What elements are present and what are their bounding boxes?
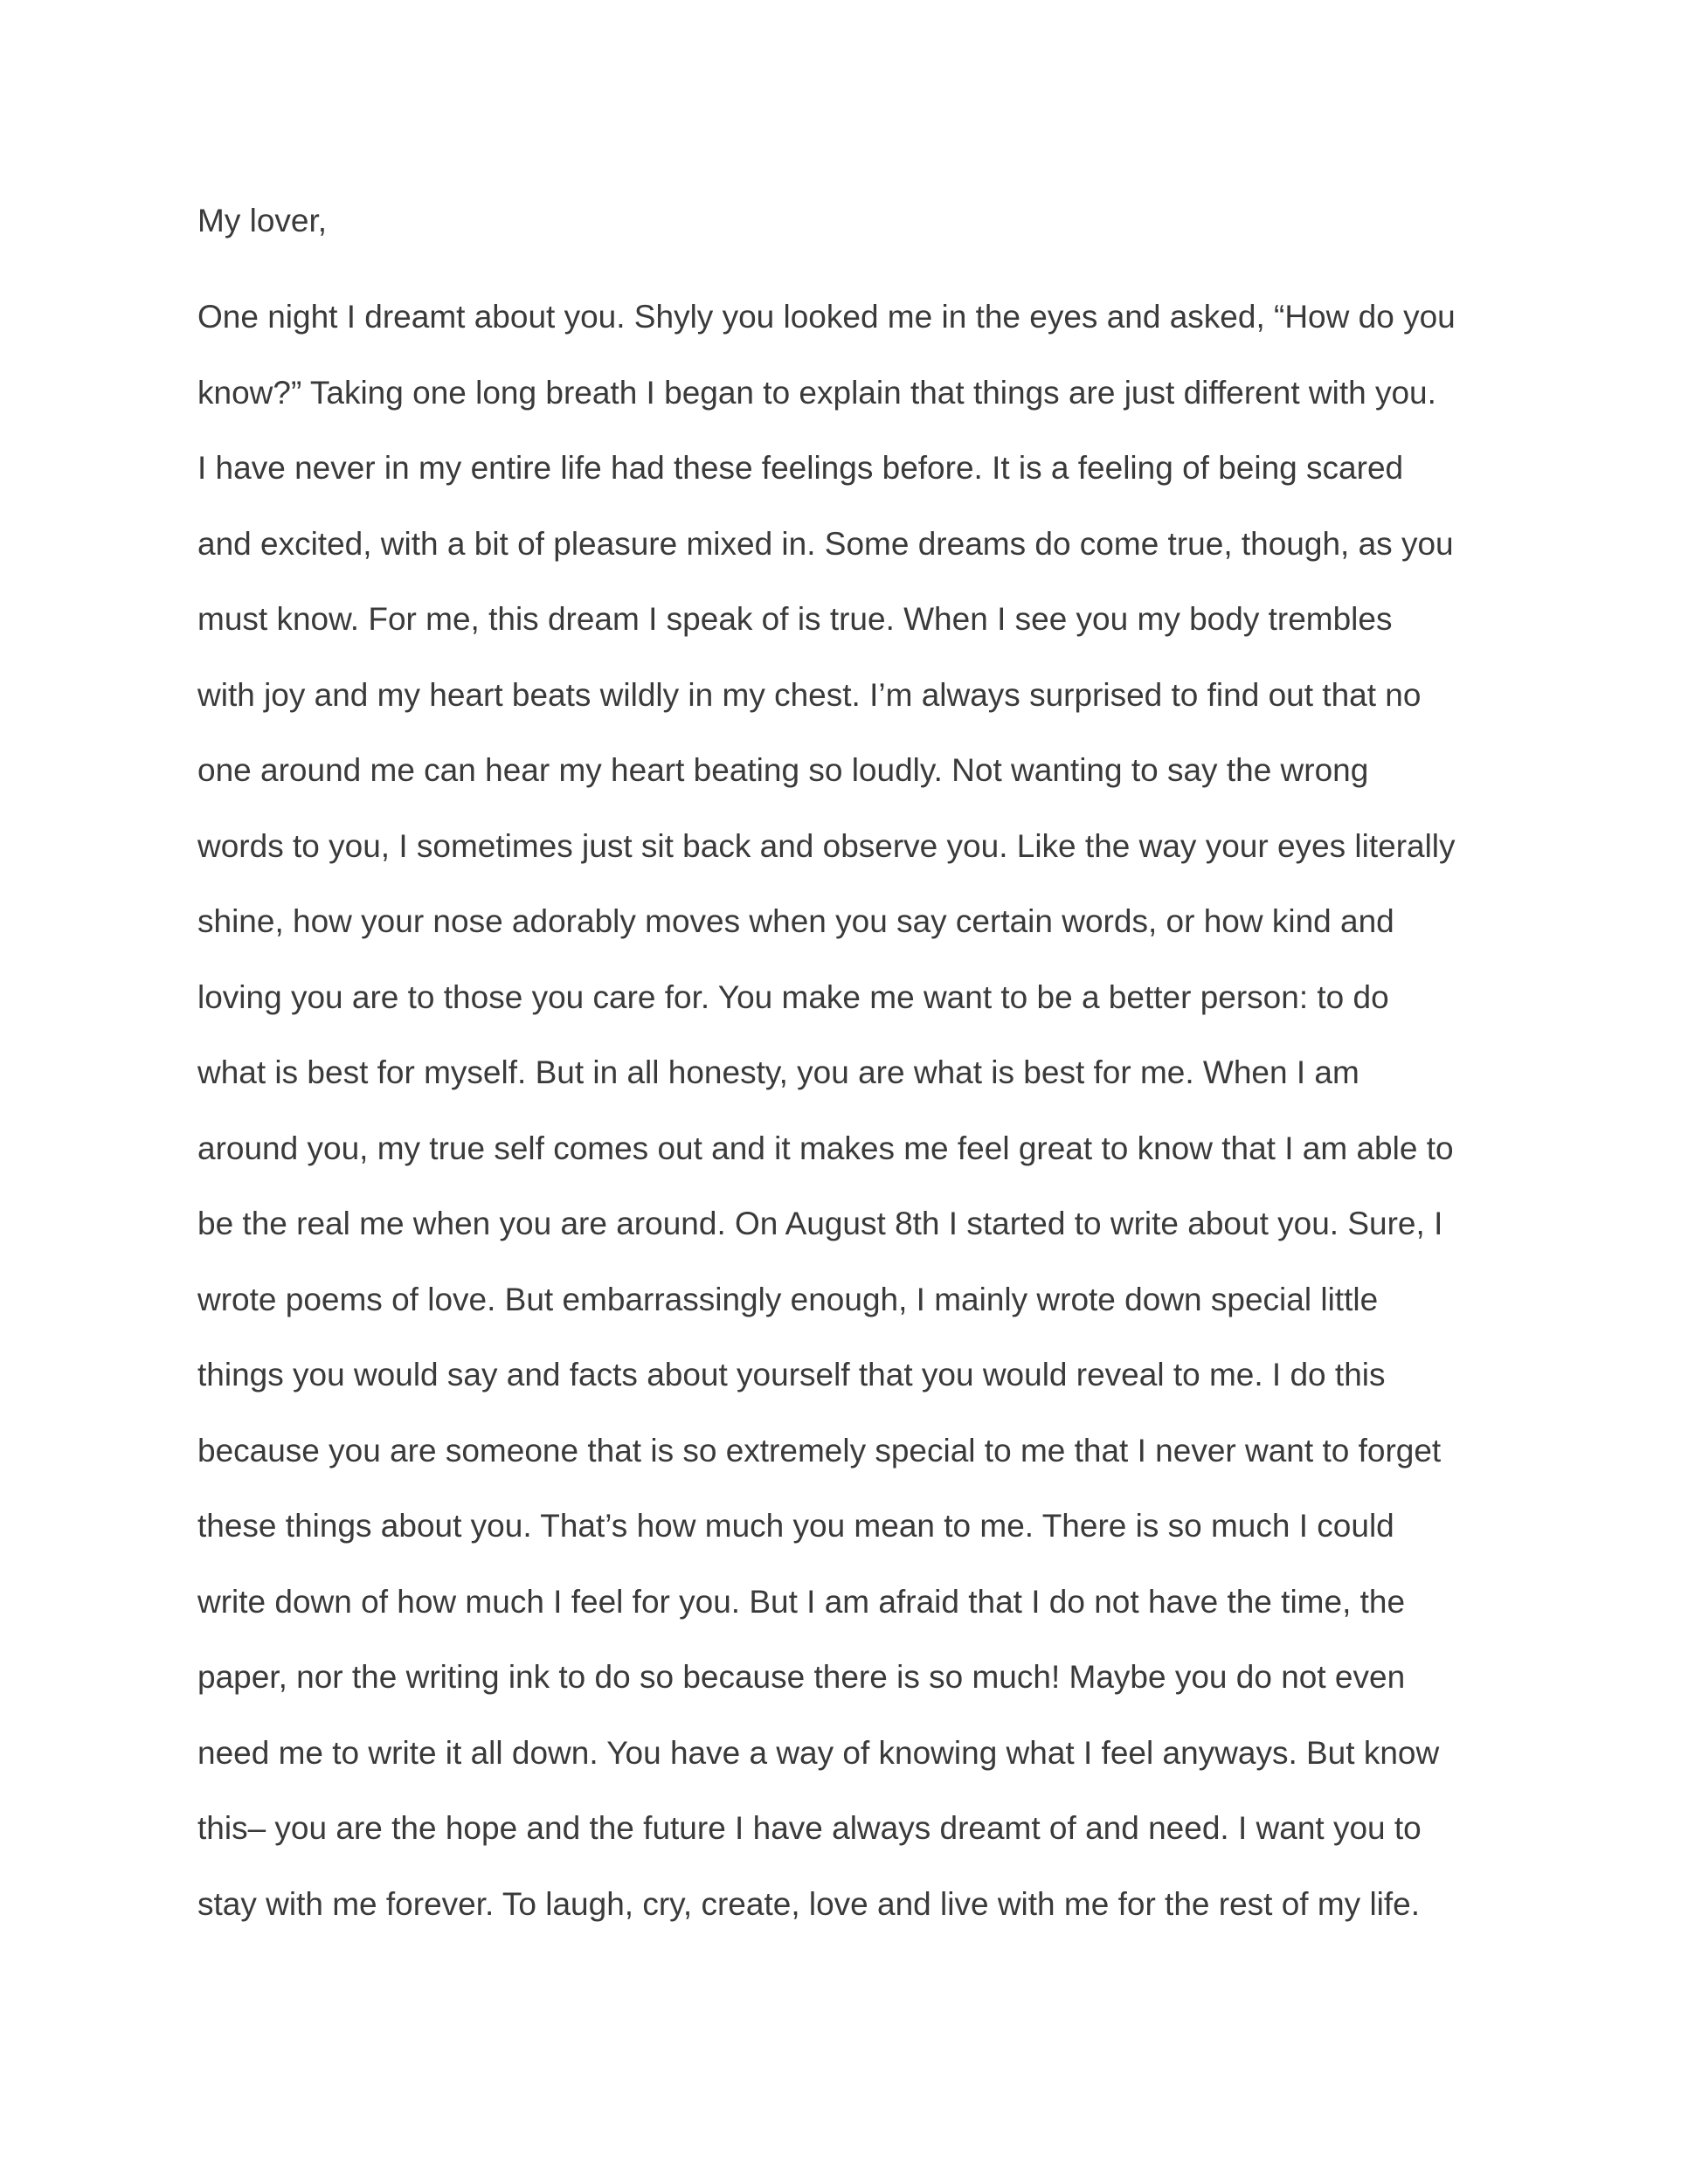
text-line: write down of how much I feel for you. But I am afraid that I do not have the time, the <box>197 1583 1406 1620</box>
text-line: things you would say and facts about yourself that you would reveal to me. I do this <box>197 1357 1386 1393</box>
text-line: one around me can hear my heart beating so loudly. Not wanting to say the wrong <box>197 752 1369 788</box>
letter-body <box>197 280 1508 1942</box>
text-line: these things about you. That’s how much you mean to me. There is so much I could <box>197 1508 1394 1544</box>
text-line: must know. For me, this dream I speak of is true. When I see you my body trembles <box>197 601 1393 637</box>
text-line: wrote poems of love. But embarrassingly enough, I mainly wrote down special little <box>197 1281 1379 1317</box>
text-line: know?” Taking one long breath I began to explain that things are just different with you. <box>197 374 1436 411</box>
salutation: My lover, <box>197 203 328 238</box>
text-line: stay with me forever. To laugh, cry, create, love and live with me for the rest of my life. <box>197 1885 1421 1922</box>
text-line: with joy and my heart beats wildly in my chest. I’m always surprised to find out that no <box>197 676 1422 713</box>
text-line: be the real me when you are around. On August 8th I started to write about you. Sure, I <box>197 1206 1443 1241</box>
text-line: around you, my true self comes out and it makes me feel great to know that I am able to <box>197 1130 1454 1166</box>
text-line: I have never in my entire life had these feelings before. It is a feeling of being scared <box>197 450 1404 486</box>
text-line: this– you are the hope and the future I have always dreamt of and need. I want you to <box>197 1810 1422 1846</box>
text-line: One night I dreamt about you. Shyly you looked me in the eyes and asked, “How do you <box>197 299 1456 335</box>
text-line: words to you, I sometimes just sit back and observe you. Like the way your eyes literally <box>197 827 1456 864</box>
letter <box>197 183 1508 1942</box>
text-line: shine, how your nose adorably moves when you say certain words, or how kind and <box>197 903 1394 939</box>
text-line: because you are someone that is so extremely special to me that I never want to forget <box>197 1432 1442 1469</box>
text-line: and excited, with a bit of pleasure mixed in. Some dreams do come true, though, as you <box>197 525 1454 562</box>
text-line: loving you are to those you care for. You make me want to be a better person: to do <box>197 978 1389 1015</box>
text-line: need me to write it all down. You have a way of knowing what I feel anyways. But know <box>197 1734 1440 1771</box>
text-line: what is best for myself. But in all honesty, you are what is best for me. When I am <box>197 1054 1359 1090</box>
text-line: paper, nor the writing ink to do so because there is so much! Maybe you do not even <box>197 1659 1406 1695</box>
